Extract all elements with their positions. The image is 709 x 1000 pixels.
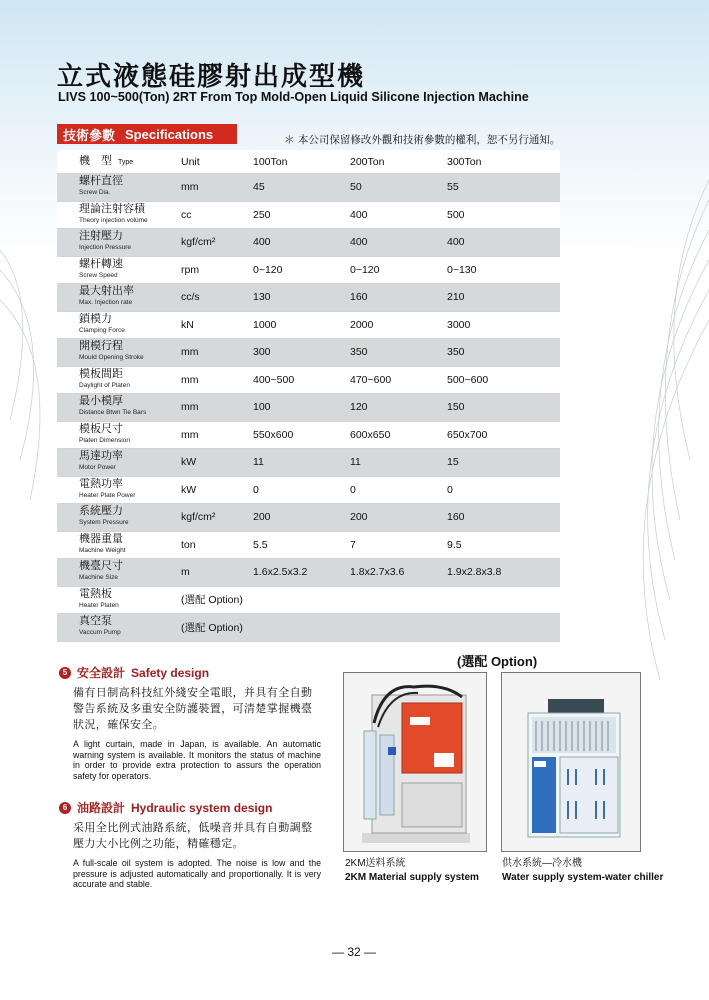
row-value-300ton: 9.5 bbox=[447, 538, 462, 551]
row-label bbox=[57, 586, 181, 611]
row-value-300ton: 650x700 bbox=[447, 428, 488, 441]
water-chiller-caption-en: Water supply system-water chiller bbox=[502, 872, 664, 883]
row-value-300ton: 500 bbox=[447, 208, 465, 221]
row-label-en: System Pressure bbox=[79, 519, 129, 527]
header-200ton: 200Ton bbox=[350, 155, 385, 168]
row-label-en: Heater Platen bbox=[79, 601, 119, 609]
row-label-cn: 系統壓力 bbox=[79, 504, 123, 518]
row-unit: mm bbox=[181, 181, 199, 194]
row-label-cn: 模板尺寸 bbox=[79, 421, 123, 435]
row-label-en: Theory injection volume bbox=[79, 216, 148, 224]
row-value-100ton: 300 bbox=[253, 346, 271, 359]
row-unit: cc/s bbox=[181, 291, 200, 304]
row-value-300ton: 160 bbox=[447, 511, 465, 524]
row-label bbox=[57, 341, 181, 363]
row-label-en: Motor Power bbox=[79, 464, 116, 472]
table-row bbox=[57, 229, 560, 257]
row-value-200ton: 11 bbox=[350, 456, 361, 469]
section-number-badge: 6 bbox=[59, 802, 71, 814]
row-label-cn: 螺杆轉速 bbox=[79, 256, 123, 270]
row-value-100ton: 550x600 bbox=[253, 428, 294, 441]
row-value-300ton: 0 bbox=[447, 483, 453, 496]
material-supply-caption bbox=[345, 854, 479, 883]
row-value-200ton: 200 bbox=[350, 511, 368, 524]
row-value-300ton: 1.9x2.8x3.8 bbox=[447, 566, 502, 579]
table-row bbox=[57, 284, 560, 312]
row-value-200ton: 120 bbox=[350, 401, 368, 414]
header-300ton: 300Ton bbox=[447, 155, 482, 168]
hydraulic-body-cn: 采用全比例式油路系統，低噪音并具有自動調整壓力大小比例之功能，精確穩定。 bbox=[73, 821, 313, 850]
row-label-cn: 機臺尺寸 bbox=[79, 559, 123, 573]
row-value-200ton: 2000 bbox=[350, 318, 374, 331]
row-value-100ton: 400~500 bbox=[253, 373, 295, 386]
row-label-en: Daylight of Platen bbox=[79, 381, 130, 389]
row-label bbox=[57, 451, 181, 473]
row-value-300ton: 55 bbox=[447, 181, 459, 194]
row-value-200ton: 1.8x2.7x3.6 bbox=[350, 566, 405, 579]
hydraulic-design-section bbox=[59, 799, 321, 890]
row-option-value: (選配 Option) bbox=[181, 621, 243, 634]
table-row bbox=[57, 449, 560, 477]
page-subtitle: LIVS 100~500(Ton) 2RT From Top Mold-Open Liquid Silicone Injection Machine bbox=[58, 90, 529, 104]
row-label bbox=[57, 531, 181, 556]
row-value-200ton: 0~120 bbox=[350, 263, 380, 276]
row-label-en: Platen Dimension bbox=[79, 436, 130, 444]
row-label-cn: 注射壓力 bbox=[79, 229, 123, 243]
safety-title-en: Safety design bbox=[131, 665, 210, 680]
spec-tab-cn: 技術參數 bbox=[63, 127, 116, 143]
row-value-300ton: 350 bbox=[447, 346, 465, 359]
row-label bbox=[57, 311, 181, 336]
specifications-tab bbox=[57, 124, 237, 144]
water-chiller-caption-cn: 供水系統—冷水機 bbox=[502, 858, 582, 869]
row-label bbox=[57, 286, 181, 308]
water-chiller-illustration bbox=[502, 673, 640, 851]
row-label bbox=[57, 201, 181, 226]
header-type bbox=[57, 153, 181, 168]
row-value-200ton: 400 bbox=[350, 236, 368, 249]
row-value-200ton: 0 bbox=[350, 483, 356, 496]
spec-disclaimer: ＊ 本公司保留修改外觀和技術參數的權利，恕不另行通知。 bbox=[284, 134, 561, 146]
row-value-300ton: 3000 bbox=[447, 318, 471, 331]
row-label-en: Max. Injection rate bbox=[79, 299, 133, 307]
row-label-en: Clamping Force bbox=[79, 326, 125, 334]
table-row bbox=[57, 339, 560, 367]
row-value-300ton: 15 bbox=[447, 456, 459, 469]
row-value-100ton: 11 bbox=[253, 456, 264, 469]
row-label-cn: 最小模厚 bbox=[79, 394, 123, 408]
row-label bbox=[57, 561, 181, 583]
page-number: — 32 — bbox=[331, 945, 376, 959]
row-unit: m bbox=[181, 566, 190, 579]
hydraulic-design-title bbox=[59, 799, 321, 816]
row-value-100ton: 45 bbox=[253, 181, 265, 194]
row-value-200ton: 50 bbox=[350, 181, 362, 194]
spec-tab-en: Specifications bbox=[125, 126, 214, 142]
row-label bbox=[57, 616, 181, 638]
row-value-200ton: 400 bbox=[350, 208, 368, 221]
table-row bbox=[57, 202, 560, 230]
table-header-row bbox=[57, 150, 560, 174]
row-option-value: (選配 Option) bbox=[181, 594, 243, 607]
row-label-cn: 電熱板 bbox=[79, 586, 112, 600]
safety-body-cn: 備有日制高科技紅外綫安全電眼，并具有全自動警告系統及多重安全防護裝置，可清楚掌握機臺狀況，確保安全。 bbox=[73, 686, 313, 731]
row-value-100ton: 200 bbox=[253, 511, 271, 524]
safety-title-cn: 安全設計 bbox=[77, 666, 126, 680]
table-row bbox=[57, 257, 560, 285]
row-value-300ton: 150 bbox=[447, 401, 465, 414]
safety-body-en: A light curtain, made in Japan, is available. An automatic warning system is available. It monitors the status of machine in order to provide extra protection to assurs the operation safety for operators. bbox=[73, 739, 321, 781]
row-label-cn: 馬達功率 bbox=[79, 449, 123, 463]
row-value-100ton: 100 bbox=[253, 401, 271, 414]
row-unit: kgf/cm² bbox=[181, 511, 216, 524]
header-type-cn: 機 型 bbox=[79, 153, 112, 167]
hydraulic-title-en: Hydraulic system design bbox=[131, 800, 273, 815]
row-unit: kgf/cm² bbox=[181, 236, 216, 249]
material-supply-illustration bbox=[344, 673, 486, 851]
row-label-cn: 螺杆直徑 bbox=[79, 174, 123, 188]
row-unit: kW bbox=[181, 456, 197, 469]
table-row bbox=[57, 559, 560, 587]
spec-table bbox=[57, 150, 560, 642]
row-label bbox=[57, 476, 181, 501]
table-row bbox=[57, 504, 560, 532]
row-label-cn: 真空泵 bbox=[79, 614, 112, 628]
table-row bbox=[57, 312, 560, 340]
row-unit: cc bbox=[181, 208, 192, 221]
row-label-en: Machine Weight bbox=[79, 546, 126, 554]
material-supply-photo bbox=[343, 672, 487, 852]
row-value-300ton: 0~130 bbox=[447, 263, 477, 276]
row-label bbox=[57, 506, 181, 528]
row-unit: kW bbox=[181, 483, 197, 496]
row-value-100ton: 0 bbox=[253, 483, 259, 496]
table-row bbox=[57, 477, 560, 505]
row-label-cn: 模板間距 bbox=[79, 366, 123, 380]
row-label bbox=[57, 421, 181, 446]
row-value-100ton: 5.5 bbox=[253, 538, 268, 551]
water-chiller-caption bbox=[502, 854, 663, 883]
table-row bbox=[57, 422, 560, 450]
row-label bbox=[57, 366, 181, 391]
row-value-200ton: 7 bbox=[350, 538, 356, 551]
row-value-300ton: 400 bbox=[447, 236, 465, 249]
row-label bbox=[57, 176, 181, 198]
row-value-100ton: 130 bbox=[253, 291, 271, 304]
row-label-en: Screw Speed bbox=[79, 271, 118, 279]
row-label-cn: 機器重量 bbox=[79, 531, 123, 545]
table-row-option bbox=[57, 614, 560, 642]
material-supply-caption-cn: 2KM送料系統 bbox=[345, 858, 406, 869]
row-label-en: Mould Opening Stroke bbox=[79, 354, 144, 362]
row-value-200ton: 160 bbox=[350, 291, 368, 304]
header-type-en: Type bbox=[118, 158, 134, 166]
row-label-en: Machine Size bbox=[79, 574, 119, 582]
row-label-cn: 理論注射容積 bbox=[79, 201, 145, 215]
row-label-cn: 最大射出率 bbox=[79, 284, 134, 298]
row-label-en: Screw Dia. bbox=[79, 189, 111, 197]
page-title: 立式液態硅膠射出成型機 bbox=[57, 62, 366, 92]
row-label bbox=[57, 231, 181, 253]
row-label-en: Vaccum Pump bbox=[79, 629, 121, 637]
water-chiller-photo bbox=[501, 672, 641, 852]
row-label-cn: 鎖模力 bbox=[79, 311, 112, 325]
row-unit: kN bbox=[181, 318, 194, 331]
table-row bbox=[57, 367, 560, 395]
row-value-200ton: 350 bbox=[350, 346, 368, 359]
row-unit: mm bbox=[181, 373, 199, 386]
table-row-option bbox=[57, 587, 560, 615]
table-row bbox=[57, 532, 560, 560]
hydraulic-title-cn: 油路設計 bbox=[77, 801, 126, 815]
row-unit: mm bbox=[181, 428, 199, 441]
option-heading: (選配 Option) bbox=[457, 654, 538, 669]
material-supply-caption-en: 2KM Material supply system bbox=[345, 872, 479, 883]
row-value-200ton: 600x650 bbox=[350, 428, 391, 441]
header-100ton: 100Ton bbox=[253, 155, 288, 168]
header-unit: Unit bbox=[181, 155, 200, 168]
row-label-en: Injection Pressure bbox=[79, 244, 132, 252]
table-row bbox=[57, 394, 560, 422]
row-value-300ton: 210 bbox=[447, 291, 465, 304]
row-label-cn: 開模行程 bbox=[79, 339, 123, 353]
row-label-cn: 電熱功率 bbox=[79, 476, 123, 490]
row-unit: mm bbox=[181, 401, 199, 414]
safety-design-title bbox=[59, 664, 321, 681]
row-unit: ton bbox=[181, 538, 196, 551]
section-number-badge: 5 bbox=[59, 667, 71, 679]
row-label bbox=[57, 396, 181, 418]
hydraulic-body-en: A full-scale oil system is adopted. The noise is low and the pressure is adjusted automatically and proportionally. It is very accurate and stable. bbox=[73, 858, 321, 889]
row-unit: mm bbox=[181, 346, 199, 359]
row-unit: rpm bbox=[181, 263, 200, 276]
safety-design-section bbox=[59, 664, 321, 781]
row-value-300ton: 500~600 bbox=[447, 373, 489, 386]
row-value-100ton: 1000 bbox=[253, 318, 277, 331]
row-label-en: Heater Plate Power bbox=[79, 491, 136, 499]
row-label bbox=[57, 256, 181, 281]
row-value-100ton: 1.6x2.5x3.2 bbox=[253, 566, 308, 579]
row-label-en: Distance Btwn Tie Bars bbox=[79, 409, 147, 417]
row-value-100ton: 0~120 bbox=[253, 263, 283, 276]
row-value-100ton: 250 bbox=[253, 208, 271, 221]
table-row bbox=[57, 174, 560, 202]
row-value-100ton: 400 bbox=[253, 236, 271, 249]
row-value-200ton: 470~600 bbox=[350, 373, 392, 386]
